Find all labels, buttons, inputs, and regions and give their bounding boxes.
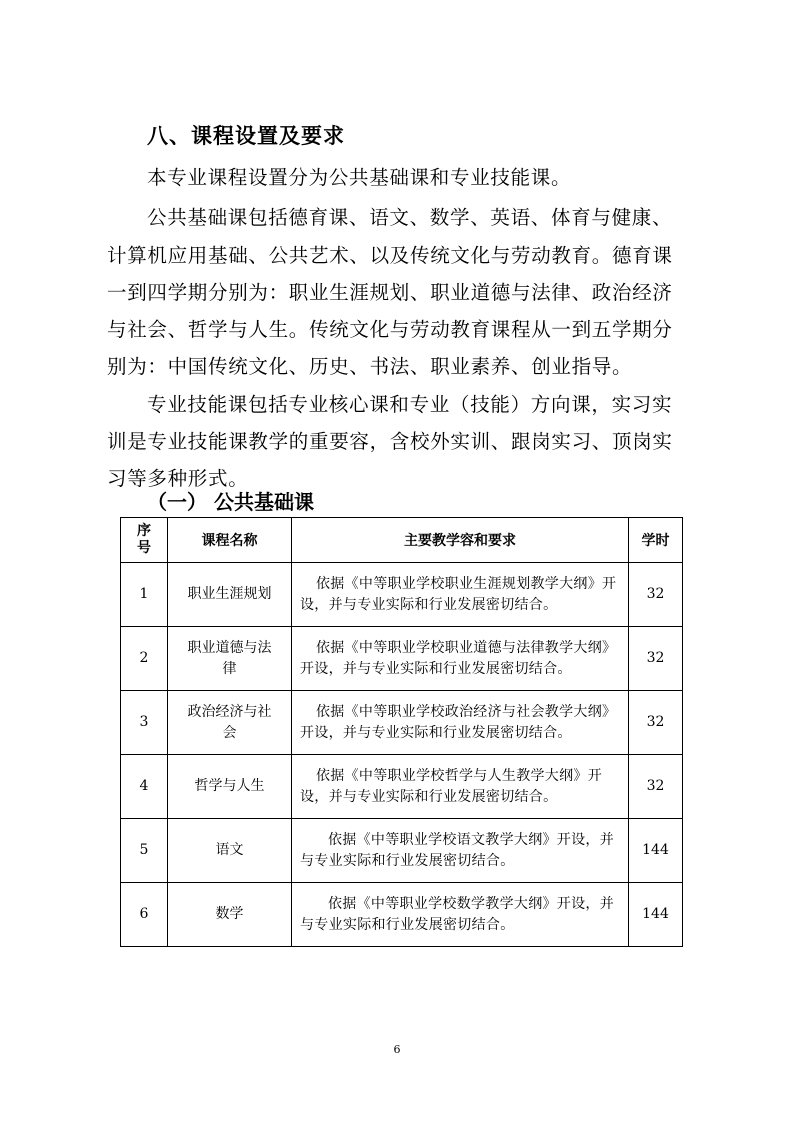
section-heading: 八、课程设置及要求 <box>147 124 345 148</box>
row-index: 1 <box>121 563 168 627</box>
row-hours: 32 <box>629 563 683 627</box>
row-course-name-text: 政治经济与社会 <box>187 703 272 741</box>
row-content <box>292 755 629 819</box>
paragraph-line: 专业技能课包括专业核心课和专业（技能）方向课，实习实 <box>147 393 673 416</box>
header-hours: 学时 <box>629 518 683 563</box>
row-content <box>292 563 629 627</box>
header-index-line1: 序 <box>137 523 151 539</box>
row-content-text: 依据《中等职业学校语文教学大纲》开设，并与专业实际和行业发展密切结合。 <box>300 831 614 869</box>
row-course-name: 数学 <box>168 883 292 947</box>
row-index: 2 <box>121 627 168 691</box>
table-row <box>121 819 683 883</box>
row-hours: 32 <box>629 691 683 755</box>
row-index: 6 <box>121 883 168 947</box>
row-content-text: 依据《中等职业学校数学教学大纲》开设，并与专业实际和行业发展密切结合。 <box>300 895 614 933</box>
subheading: （一） 公共基础课 <box>147 490 314 514</box>
row-content <box>292 691 629 755</box>
row-hours: 32 <box>629 755 683 819</box>
row-course-name: 职业生涯规划 <box>168 563 292 627</box>
row-course-name <box>168 691 292 755</box>
table-header-row <box>121 518 683 563</box>
row-content <box>292 883 629 947</box>
paragraph-line: 本专业课程设置分为公共基础课和专业技能课。 <box>147 166 572 189</box>
paragraph-line: 计算机应用基础、公共艺术、以及传统文化与劳动教育。德育课 <box>107 244 673 267</box>
row-content-text: 依据《中等职业学校哲学与人生教学大纲》开设，并与专业实际和行业发展密切结合。 <box>300 767 602 805</box>
header-content: 主要教学容和要求 <box>292 518 629 563</box>
paragraph-line: 公共基础课包括德育课、语文、数学、英语、体育与健康、 <box>147 206 673 229</box>
row-content <box>292 819 629 883</box>
table-row <box>121 755 683 819</box>
header-course-name: 课程名称 <box>168 518 292 563</box>
row-hours: 144 <box>629 883 683 947</box>
row-course-name-text: 职业道德与法律 <box>187 639 272 677</box>
course-table <box>120 517 683 947</box>
paragraph-line: 与社会、哲学与人生。传统文化与劳动教育课程从一到五学期分 <box>107 318 673 341</box>
table-row <box>121 691 683 755</box>
row-course-name: 哲学与人生 <box>168 755 292 819</box>
row-index: 5 <box>121 819 168 883</box>
row-hours: 144 <box>629 819 683 883</box>
row-course-name <box>168 627 292 691</box>
paragraph-line: 别为：中国传统文化、历史、书法、职业素养、创业指导。 <box>107 355 633 378</box>
table-row <box>121 563 683 627</box>
paragraph-line: 训是专业技能课教学的重要容，含校外实训、跟岗实习、顶岗实 <box>107 430 673 453</box>
table-row <box>121 883 683 947</box>
row-course-name: 语文 <box>168 819 292 883</box>
page-number: 6 <box>393 1043 401 1056</box>
paragraph-line: 一到四学期分别为：职业生涯规划、职业道德与法律、政治经济 <box>107 281 673 304</box>
header-index <box>121 518 168 563</box>
row-index: 4 <box>121 755 168 819</box>
row-content <box>292 627 629 691</box>
row-hours: 32 <box>629 627 683 691</box>
paragraph-line: 习等多种形式。 <box>107 467 249 490</box>
row-content-text: 依据《中等职业学校政治经济与社会教学大纲》开设，并与专业实际和行业发展密切结合。 <box>300 703 617 741</box>
table-row <box>121 627 683 691</box>
row-content-text: 依据《中等职业学校职业生涯规划教学大纲》开设，并与专业实际和行业发展密切结合。 <box>300 575 617 613</box>
row-content-text: 依据《中等职业学校职业道德与法律教学大纲》开设，并与专业实际和行业发展密切结合。 <box>300 639 617 677</box>
row-index: 3 <box>121 691 168 755</box>
header-index-line2: 号 <box>137 540 151 556</box>
